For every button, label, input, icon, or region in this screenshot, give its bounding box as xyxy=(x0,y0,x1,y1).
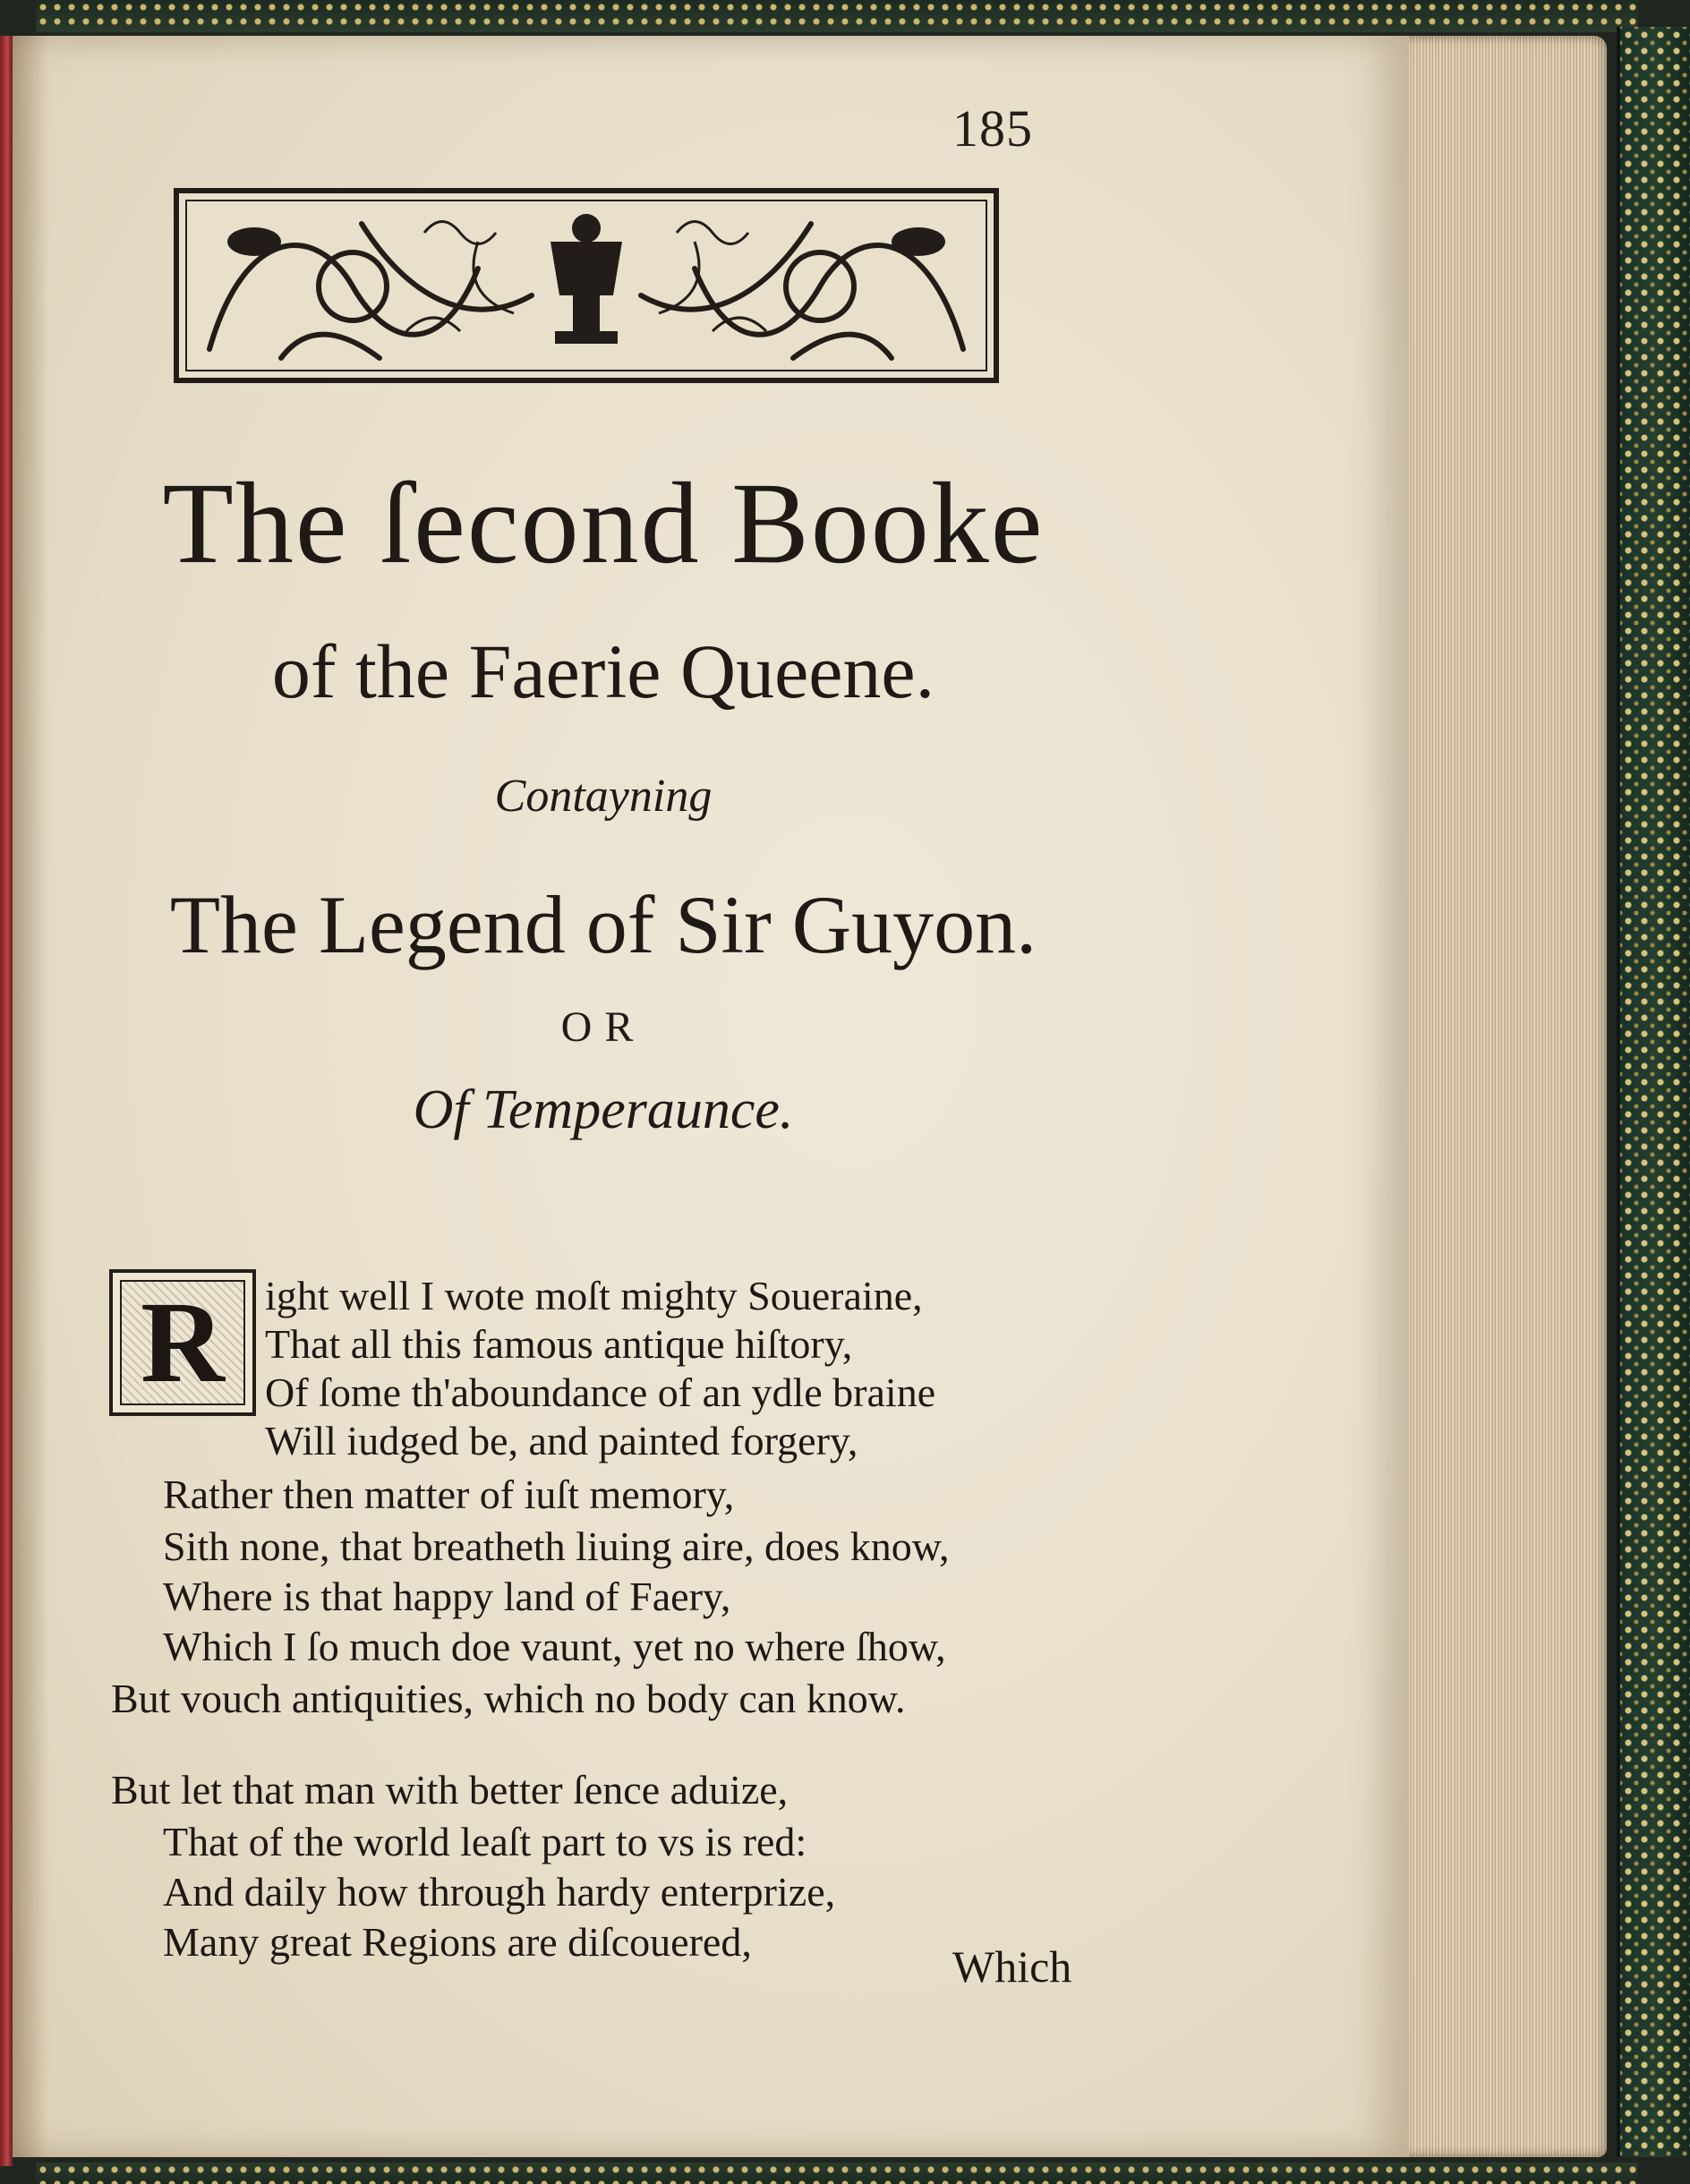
book-title-line-1: The ſecond Booke xyxy=(162,459,1045,588)
stanza1-line-5: Rather then matter of iuſt memory, xyxy=(163,1472,735,1517)
drop-cap-frame xyxy=(120,1280,245,1405)
stanza1-line-2: That all this famous antique hiſtory, xyxy=(265,1321,853,1367)
drop-cap-letter: R xyxy=(141,1278,225,1407)
stanza1-line-6: Sith none, that breatheth liuing aire, does know, xyxy=(163,1523,950,1569)
or-separator: OR xyxy=(560,1003,646,1051)
legend-title: The Legend of Sir Guyon. xyxy=(169,879,1037,970)
stanza1-line-3: Of ſome th'aboundance of an ydle braine xyxy=(265,1369,936,1415)
stanza1-line-4: Will iudged be, and painted forgery, xyxy=(265,1418,858,1463)
book-title-line-2: of the Faerie Queene. xyxy=(271,628,935,714)
catchword: Which xyxy=(952,1941,1072,1992)
stanza1-line-8: Which I ſo much doe vaunt, yet no where ſhow, xyxy=(163,1624,946,1669)
stanza1-line-9: But vouch antiquities, which no body can know. xyxy=(111,1676,906,1721)
drop-cap xyxy=(109,1269,256,1416)
gilt-decorated-board xyxy=(1617,27,1690,2157)
stanza2-line-3: And daily how through hardy enterprize, xyxy=(163,1869,836,1915)
page-text-area xyxy=(13,36,1409,2157)
stanza2-line-2: That of the world leaſt part to vs is red: xyxy=(163,1819,807,1864)
red-bookmark-strip xyxy=(0,36,13,2166)
stanza2-line-4: Many great Regions are diſcouered, xyxy=(163,1919,752,1965)
ornamental-headpiece xyxy=(174,188,999,383)
contayning-heading: Contayning xyxy=(494,771,713,822)
page-number: 185 xyxy=(952,99,1033,158)
subtitle-temperaunce: Of Temperaunce. xyxy=(413,1079,794,1140)
gilt-bottom-edge xyxy=(36,2163,1638,2184)
stanza1-line-1: ight well I wote moſt mighty Soueraine, xyxy=(265,1273,923,1318)
book-page xyxy=(13,36,1409,2157)
stanza2-line-1: But let that man with better ſence aduize, xyxy=(111,1767,789,1813)
stanza1-line-7: Where is that happy land of Faery, xyxy=(163,1574,731,1619)
page-edges xyxy=(1378,36,1607,2157)
gilt-top-edge xyxy=(36,0,1638,32)
